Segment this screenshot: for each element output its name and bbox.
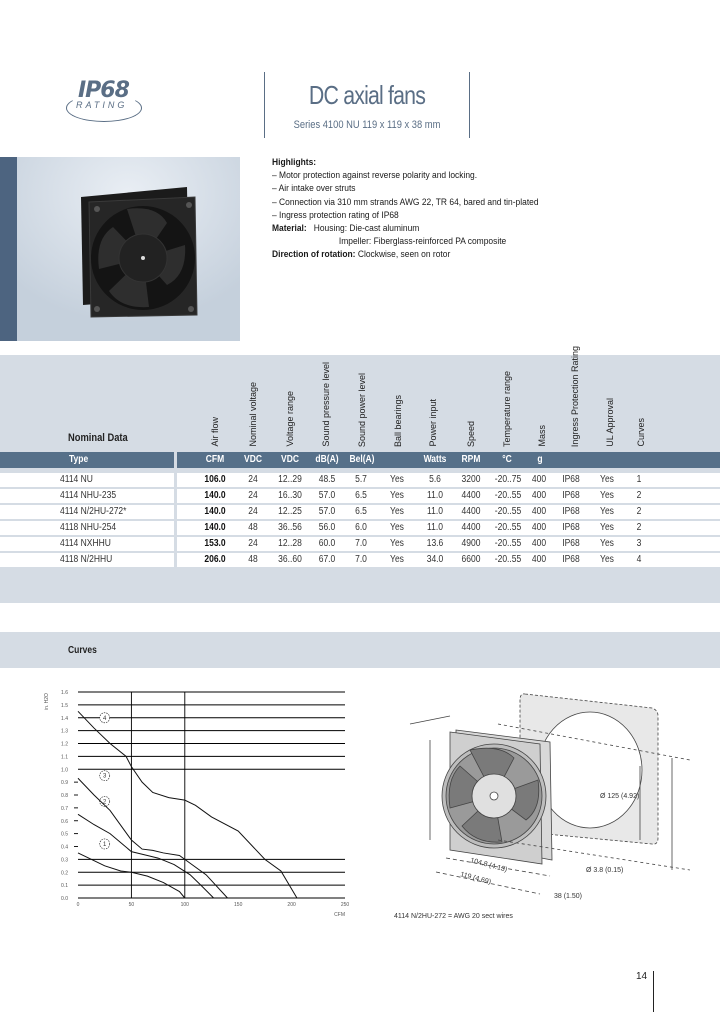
material-impeller: Impeller: Fiberglass-reinforced PA composite (338, 236, 507, 248)
cell-ball-bearings: Yes (390, 474, 404, 485)
cell-sound-power: 6.5 (355, 490, 367, 501)
dim-label: 38 (1.50) (554, 893, 583, 900)
y-tick-label: 0.3 (61, 857, 68, 864)
y-tick-label: 0.2 (61, 870, 68, 877)
y-tick-label: 0.5 (61, 831, 68, 838)
curve-3 (78, 778, 228, 898)
y-tick-label: 1.3 (61, 728, 68, 735)
col-header-voltage-range: Voltage range (285, 391, 295, 447)
material-label: Material: (272, 223, 307, 235)
cell-airflow: 140.0 (204, 490, 226, 501)
x-tick-label: 100 (180, 902, 189, 908)
header-grams: g (537, 454, 543, 465)
cell-power-input: 11.0 (427, 522, 443, 533)
x-tick-label: 0 (76, 902, 80, 908)
cell-temperature: -20..75 (494, 474, 522, 485)
y-tick-label: 1.0 (61, 767, 68, 774)
header-watts: Watts (423, 454, 447, 465)
rotation-label: Direction of rotation: (272, 249, 356, 261)
cell-speed: 4400 (461, 490, 481, 501)
cell-airflow: 206.0 (204, 554, 226, 565)
cell-mass: 400 (531, 506, 547, 517)
cell-ul-approval: Yes (600, 522, 614, 533)
cell-ball-bearings: Yes (390, 538, 404, 549)
cell-ball-bearings: Yes (390, 554, 404, 565)
cell-mass: 400 (531, 538, 547, 549)
x-tick-label: 200 (287, 902, 296, 908)
table-row (0, 553, 720, 567)
cell-sound-pressure: 56.0 (318, 522, 336, 533)
col-header-sound-power: Sound power level (357, 372, 367, 447)
cell-ul-approval: Yes (600, 554, 614, 565)
dim-label: Ø 125 (4.92) (600, 793, 640, 800)
col-header-temperature: Temperature range (502, 370, 512, 447)
header-type: Type (69, 454, 89, 465)
y-tick-label: 0.4 (61, 844, 68, 851)
material-housing: Housing: Die-cast aluminum (313, 223, 420, 235)
cell-type: 4114 NHU-235 (60, 490, 117, 501)
curves-title: Curves (68, 645, 97, 656)
cell-curve: 3 (636, 538, 642, 549)
cell-temperature: -20..55 (494, 490, 522, 501)
cell-airflow: 153.0 (204, 538, 226, 549)
header-bela: Bel(A) (349, 454, 375, 465)
cell-ip-rating: IP68 (562, 522, 580, 533)
cell-power-input: 34.0 (426, 554, 444, 565)
y-tick-label: 1.2 (61, 741, 68, 748)
col-header-power-input: Power input (428, 399, 438, 447)
cell-power-input: 5.6 (429, 474, 441, 485)
page-number-rule (653, 971, 654, 1012)
cell-ip-rating: IP68 (562, 538, 580, 549)
x-tick-label: 250 (340, 902, 350, 908)
y-tick-label: 1.6 (61, 690, 68, 696)
cell-sound-pressure: 48.5 (318, 474, 336, 485)
header-cfm: CFM (205, 454, 225, 465)
cell-curve: 2 (636, 506, 642, 517)
cell-type: 4114 N/2HU-272* (60, 506, 127, 517)
header-rpm: RPM (461, 454, 481, 465)
cell-airflow: 106.0 (204, 474, 226, 485)
cell-power-input: 13.6 (426, 538, 444, 549)
dim-label: 104.8 (4.13) (469, 857, 508, 874)
cell-ip-rating: IP68 (562, 506, 580, 517)
col-header-ip-rating: Ingress Protection Rating (570, 345, 580, 447)
cell-nominal-voltage: 48 (248, 554, 258, 565)
highlight-item: – Air intake over struts (272, 183, 356, 195)
cell-nominal-voltage: 48 (248, 522, 258, 533)
cell-ul-approval: Yes (600, 506, 614, 517)
cell-ul-approval: Yes (600, 538, 614, 549)
cell-temperature: -20..55 (494, 522, 522, 533)
cell-nominal-voltage: 24 (248, 490, 258, 501)
cell-sound-power: 5.7 (355, 474, 367, 485)
table-title: Nominal Data (68, 432, 128, 444)
fan-dimension-drawing-icon (390, 680, 690, 920)
cell-ul-approval: Yes (600, 474, 614, 485)
y-axis-label: in. H2O (44, 693, 50, 710)
highlight-item: – Ingress protection rating of IP68 (272, 209, 399, 221)
cell-sound-pressure: 57.0 (318, 490, 336, 501)
cell-type: 4114 NU (60, 474, 93, 485)
curve-label: 3 (103, 773, 107, 780)
curves-section (0, 632, 720, 668)
cell-sound-pressure: 60.0 (318, 538, 336, 549)
cell-type: 4118 N/2HHU (60, 554, 113, 565)
col-header-nominal-voltage: Nominal voltage (248, 382, 258, 447)
fan-photo (17, 157, 240, 341)
cell-sound-pressure: 57.0 (318, 506, 336, 517)
cell-voltage-range: 12..25 (278, 506, 302, 517)
cell-sound-pressure: 67.0 (318, 554, 336, 565)
x-axis-label: CFM (334, 912, 345, 918)
divider-left (264, 72, 265, 138)
y-tick-label: 0.0 (61, 896, 68, 902)
highlight-item: – Connection via 310 mm strands AWG 22, TR 64, bared and tin-plated (272, 196, 539, 208)
y-tick-label: 0.7 (61, 805, 68, 812)
curve-label: 1 (103, 841, 107, 848)
performance-curves-plot (40, 680, 360, 920)
ip68-logo (64, 78, 144, 128)
header-celsius: °C (502, 454, 512, 465)
page-title: DC axial fans (308, 80, 426, 110)
cell-airflow: 140.0 (204, 506, 226, 517)
col-header-mass: Mass (537, 425, 547, 447)
highlights (272, 156, 539, 262)
y-tick-label: 0.9 (61, 780, 68, 787)
y-tick-label: 1.4 (61, 715, 68, 722)
cell-curve: 2 (636, 490, 642, 501)
dimension-drawing (390, 680, 690, 920)
table-row (0, 489, 720, 503)
x-tick-label: 150 (234, 902, 243, 908)
header-vdc: VDC (244, 454, 262, 465)
cell-ul-approval: Yes (600, 490, 614, 501)
col-header-airflow: Air flow (210, 417, 220, 447)
fan-image-icon (17, 157, 240, 341)
dim-label: 119 (4.69) (459, 871, 492, 887)
col-header-sound-pressure: Sound pressure level (321, 362, 331, 447)
cell-temperature: -20..55 (494, 554, 522, 565)
dim-label: Ø 3.8 (0.15) (586, 867, 624, 874)
table-row (0, 521, 720, 535)
y-tick-label: 0.6 (61, 818, 68, 825)
cell-speed: 3200 (461, 474, 481, 485)
highlight-item: – Motor protection against reverse polarity and locking. (272, 170, 478, 182)
diagram-note: 4114 N/2HU-272 = AWG 20 sect wires (394, 913, 513, 920)
col-header-ul: UL Approval (605, 398, 615, 447)
cell-type: 4118 NHU-254 (60, 522, 117, 533)
y-tick-label: 0.1 (61, 883, 68, 890)
cell-voltage-range: 12..29 (278, 474, 302, 485)
curve-4 (78, 711, 297, 898)
table-row (0, 537, 720, 551)
cell-speed: 4400 (461, 522, 481, 533)
cell-temperature: -20..55 (494, 506, 522, 517)
cell-ball-bearings: Yes (390, 490, 404, 501)
rotation-value: Clockwise, seen on rotor (357, 249, 451, 261)
cell-ip-rating: IP68 (562, 490, 580, 501)
header-vdc-range: VDC (281, 454, 299, 465)
performance-chart (40, 680, 360, 920)
cell-power-input: 11.0 (427, 506, 443, 517)
cell-speed: 4400 (461, 506, 481, 517)
cell-mass: 400 (531, 474, 547, 485)
cell-temperature: -20..55 (494, 538, 522, 549)
cell-power-input: 11.0 (427, 490, 443, 501)
cell-nominal-voltage: 24 (248, 506, 258, 517)
cell-mass: 400 (531, 554, 547, 565)
y-tick-label: 0.8 (61, 793, 68, 799)
cell-speed: 4900 (461, 538, 481, 549)
cell-nominal-voltage: 24 (248, 538, 258, 549)
header-dba: dB(A) (315, 454, 339, 465)
table-row (0, 473, 720, 487)
highlights-heading: Highlights: (272, 157, 317, 168)
cell-type: 4114 NXHHU (60, 538, 111, 549)
cell-airflow: 140.0 (204, 522, 226, 533)
cell-ip-rating: IP68 (562, 554, 580, 565)
y-tick-label: 1.5 (61, 702, 68, 709)
cell-sound-power: 6.0 (355, 522, 367, 533)
col-header-speed: Speed (466, 420, 476, 447)
table-row (0, 505, 720, 519)
column-separator (174, 470, 177, 568)
header-separator (174, 452, 177, 468)
cell-sound-power: 6.5 (355, 506, 367, 517)
cell-ball-bearings: Yes (390, 506, 404, 517)
x-tick-label: 50 (128, 902, 135, 908)
col-header-curves: Curves (636, 418, 646, 447)
cell-mass: 400 (531, 522, 547, 533)
cell-curve: 1 (636, 474, 642, 485)
cell-voltage-range: 12..28 (278, 538, 302, 549)
cell-mass: 400 (531, 490, 547, 501)
cell-voltage-range: 36..60 (278, 554, 302, 565)
cell-curve: 4 (636, 554, 642, 565)
col-header-ball-bearings: Ball bearings (393, 394, 403, 447)
page-number: 14 (636, 971, 648, 982)
curve-label: 4 (103, 715, 107, 722)
cell-sound-power: 7.0 (355, 554, 367, 565)
cell-voltage-range: 16..30 (278, 490, 302, 501)
photo-accent-bar (0, 157, 17, 341)
cell-voltage-range: 36..56 (278, 522, 302, 533)
cell-speed: 6600 (461, 554, 481, 565)
cell-ball-bearings: Yes (390, 522, 404, 533)
cell-nominal-voltage: 24 (248, 474, 258, 485)
curve-label: 2 (103, 799, 107, 806)
logo-main: IP68 (78, 78, 129, 103)
logo-sub: RATING (76, 100, 128, 110)
divider-right (469, 72, 470, 138)
cell-sound-power: 7.0 (355, 538, 367, 549)
y-tick-label: 1.1 (61, 754, 68, 761)
table-header-row (0, 452, 720, 468)
vertical-headers (0, 345, 720, 447)
cell-curve: 2 (636, 522, 642, 533)
page-subtitle: Series 4100 NU 119 x 119 x 38 mm (293, 119, 441, 131)
cell-ip-rating: IP68 (562, 474, 580, 485)
